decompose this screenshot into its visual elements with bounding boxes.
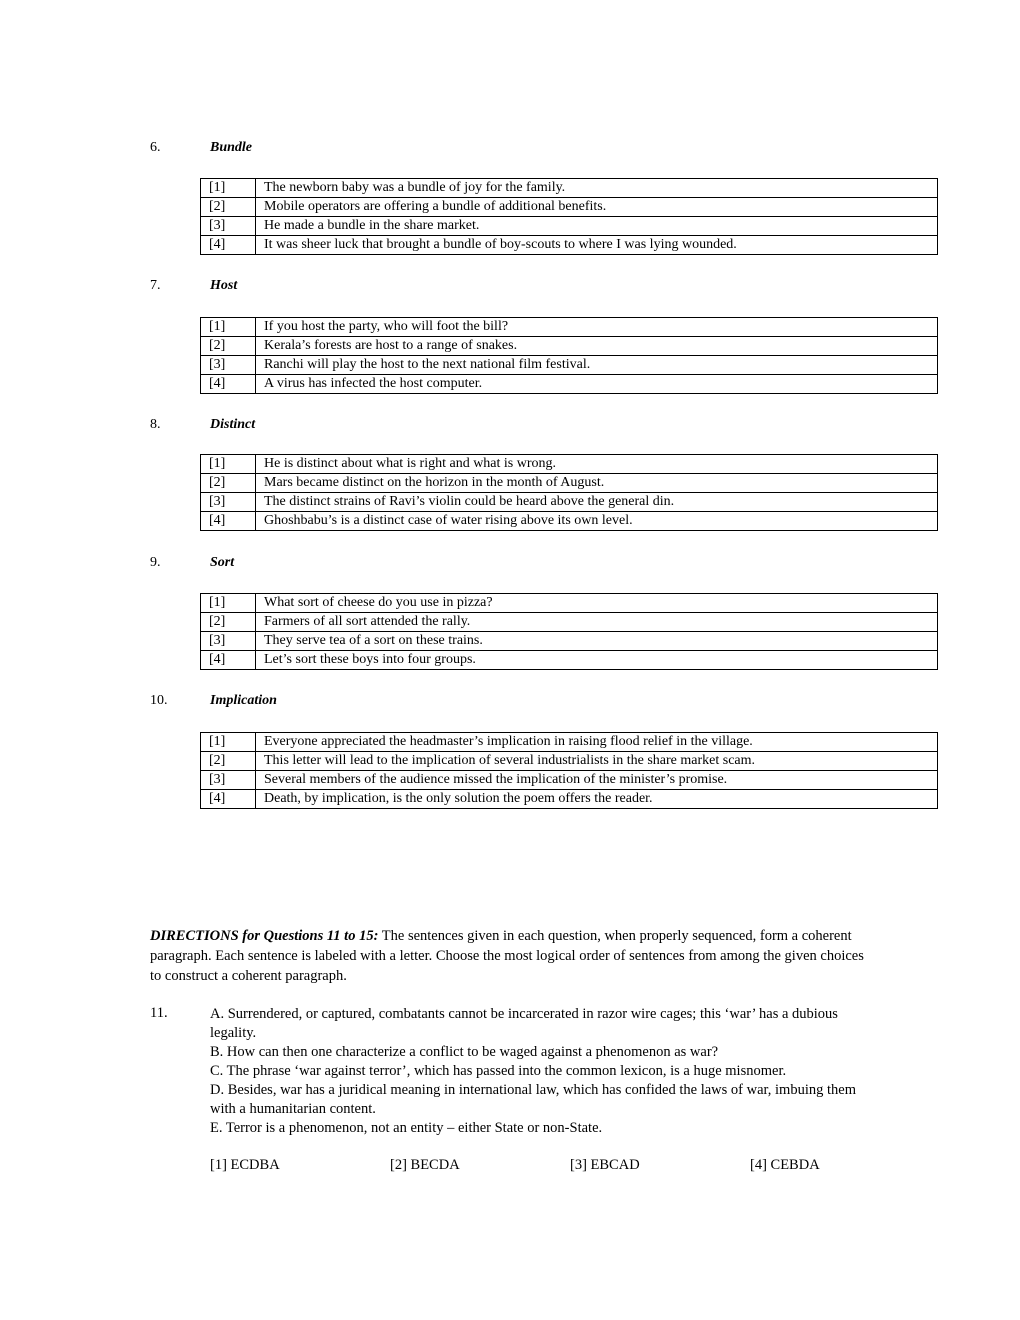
option-label: [2] [201, 613, 256, 632]
option-text: He is distinct about what is right and what is wrong. [256, 455, 938, 474]
question-word: Sort [210, 555, 235, 570]
directions-paragraph [150, 926, 870, 986]
choice-4[interactable]: [4] CEBDA [750, 1157, 820, 1173]
sentence-b: B. How can then one characterize a conflict to be waged against a phenomenon as war? [210, 1044, 719, 1060]
option-label: [2] [201, 752, 256, 771]
question-number: 6. [150, 140, 161, 155]
option-text: Ghoshbabu’s is a distinct case of water rising above its own level. [256, 512, 938, 531]
option-row[interactable] [201, 337, 938, 356]
option-row[interactable] [201, 356, 938, 375]
option-text: Several members of the audience missed the implication of the minister’s promise. [256, 771, 938, 790]
option-text: Kerala’s forests are host to a range of snakes. [256, 337, 938, 356]
choice-3[interactable]: [3] EBCAD [570, 1157, 640, 1173]
option-row[interactable] [201, 613, 938, 632]
option-row[interactable] [201, 594, 938, 613]
question-word: Bundle [210, 140, 253, 155]
option-text: Mars became distinct on the horizon in the month of August. [256, 474, 938, 493]
option-label: [3] [201, 356, 256, 375]
option-row[interactable] [201, 790, 938, 809]
option-row[interactable] [201, 512, 938, 531]
question-11-choices [210, 1157, 870, 1177]
option-label: [3] [201, 771, 256, 790]
option-row[interactable] [201, 493, 938, 512]
question-number: 9. [150, 555, 161, 570]
option-text: A virus has infected the host computer. [256, 375, 938, 394]
option-row[interactable] [201, 632, 938, 651]
question-number: 8. [150, 417, 161, 432]
sentence-a: A. Surrendered, or captured, combatants cannot be incarcerated in razor wire cages; this ‘war’ has a dubious legality. [210, 1006, 838, 1041]
option-row[interactable] [201, 474, 938, 493]
choice-1[interactable]: [1] ECDBA [210, 1157, 280, 1173]
option-label: [4] [201, 236, 256, 255]
option-label: [4] [201, 651, 256, 670]
question-number: 10. [150, 693, 168, 708]
option-row[interactable] [201, 651, 938, 670]
option-row[interactable] [201, 771, 938, 790]
option-text: Ranchi will play the host to the next national film festival. [256, 356, 938, 375]
option-label: [4] [201, 512, 256, 531]
option-label: [4] [201, 375, 256, 394]
options-table [200, 593, 938, 670]
option-text: Let’s sort these boys into four groups. [256, 651, 938, 670]
option-text: Death, by implication, is the only solution the poem offers the reader. [256, 790, 938, 809]
question-word: Distinct [210, 417, 256, 432]
options-table [200, 454, 938, 531]
option-label: [3] [201, 632, 256, 651]
option-text: What sort of cheese do you use in pizza? [256, 594, 938, 613]
option-label: [2] [201, 198, 256, 217]
options-table [200, 317, 938, 394]
option-row[interactable] [201, 236, 938, 255]
option-text: They serve tea of a sort on these trains. [256, 632, 938, 651]
options-table [200, 732, 938, 809]
option-row[interactable] [201, 733, 938, 752]
option-text: If you host the party, who will foot the bill? [256, 318, 938, 337]
option-row[interactable] [201, 752, 938, 771]
option-text: The distinct strains of Ravi’s violin could be heard above the general din. [256, 493, 938, 512]
option-text: Everyone appreciated the headmaster’s implication in raising flood relief in the village. [256, 733, 938, 752]
question-11-sentences [210, 1005, 870, 1138]
question-word: Host [210, 278, 238, 293]
option-text: The newborn baby was a bundle of joy for the family. [256, 179, 938, 198]
option-text: Mobile operators are offering a bundle of additional benefits. [256, 198, 938, 217]
option-text: He made a bundle in the share market. [256, 217, 938, 236]
directions-heading: DIRECTIONS for Questions 11 to 15: [150, 928, 379, 944]
option-text: Farmers of all sort attended the rally. [256, 613, 938, 632]
option-label: [1] [201, 318, 256, 337]
question-word: Implication [210, 693, 277, 708]
option-row[interactable] [201, 179, 938, 198]
options-table [200, 178, 938, 255]
option-label: [1] [201, 455, 256, 474]
option-row[interactable] [201, 217, 938, 236]
question-11-number: 11. [150, 1005, 168, 1021]
option-row[interactable] [201, 375, 938, 394]
option-label: [4] [201, 790, 256, 809]
option-text: This letter will lead to the implication of several industrialists in the share market scam. [256, 752, 938, 771]
option-label: [2] [201, 474, 256, 493]
option-row[interactable] [201, 198, 938, 217]
option-label: [1] [201, 179, 256, 198]
option-label: [1] [201, 733, 256, 752]
option-label: [2] [201, 337, 256, 356]
option-label: [3] [201, 493, 256, 512]
option-label: [3] [201, 217, 256, 236]
option-text: It was sheer luck that brought a bundle of boy-scouts to where I was lying wounded. [256, 236, 938, 255]
option-row[interactable] [201, 455, 938, 474]
sentence-c: C. The phrase ‘war against terror’, which has passed into the common lexicon, is a huge misnomer. [210, 1063, 787, 1079]
question-number: 7. [150, 278, 161, 293]
directions-text: The sentences given in each question, when properly sequenced, form a coherent paragraph. Each sentence is labeled with a letter. Choose the most logical order of sentences from among the given choices to construct a coherent paragraph. [150, 928, 864, 984]
option-label: [1] [201, 594, 256, 613]
sentence-d: D. Besides, war has a juridical meaning in international law, which has confided the laws of war, imbuing them with a humanitarian content. [210, 1082, 856, 1117]
sentence-e: E. Terror is a phenomenon, not an entity – either State or non-State. [210, 1120, 603, 1136]
choice-2[interactable]: [2] BECDA [390, 1157, 460, 1173]
option-row[interactable] [201, 318, 938, 337]
